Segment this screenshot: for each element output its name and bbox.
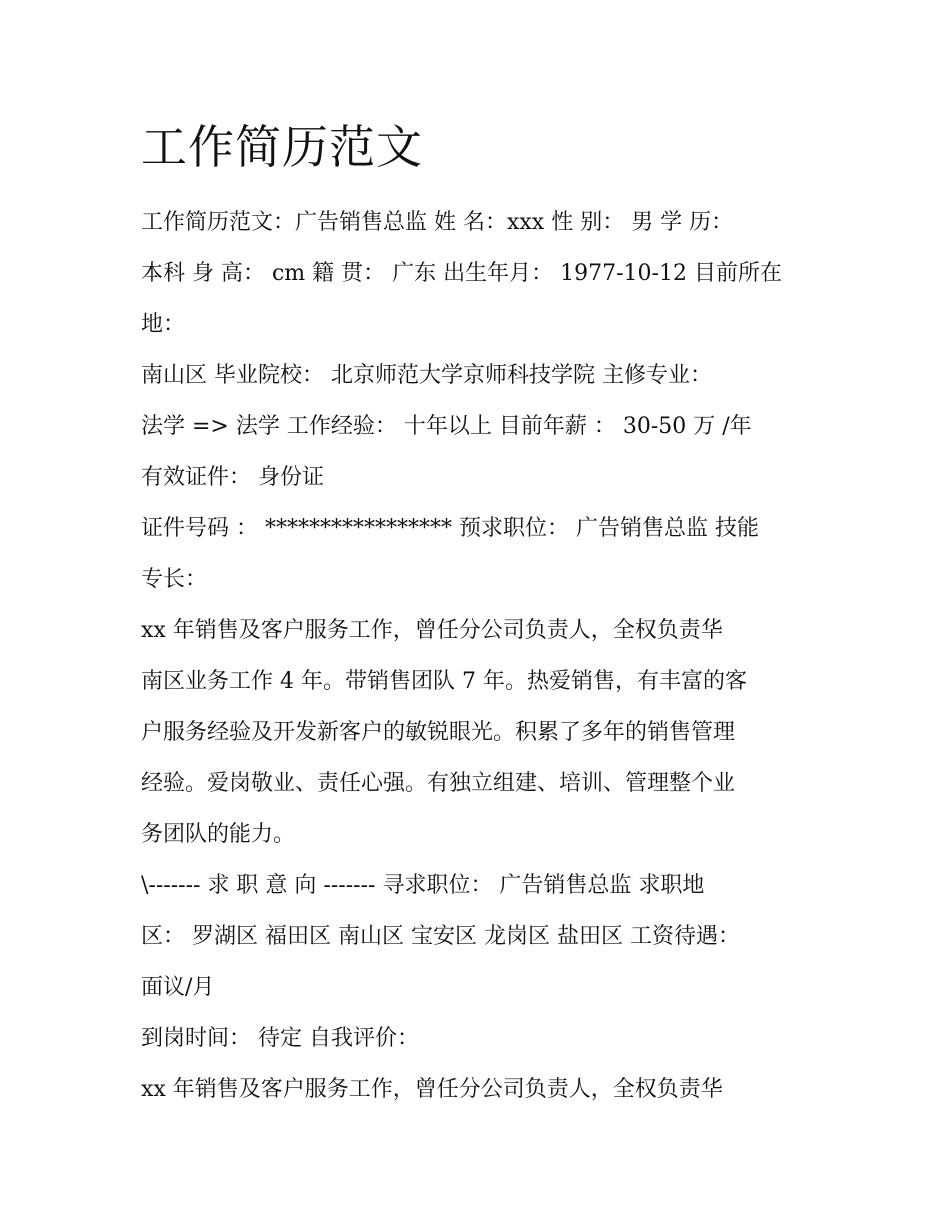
body-line: 地：	[141, 312, 186, 337]
body-line: 户服务经验及开发新客户的敏锐眼光。积累了多年的销售管理	[141, 720, 736, 745]
body-line: 有效证件： 身份证	[141, 465, 324, 490]
body-line: 工作简历范文：广告销售总监 姓 名：xxx 性 别： 男 学 历：	[141, 210, 734, 235]
body-line: 经验。爱岗敬业、责任心强。有独立组建、培训、管理整个业	[141, 771, 736, 796]
body-line: 本科 身 高： cm 籍 贯： 广东 出生年月： 1977-10-12 目前所在	[141, 261, 782, 286]
body-line: 法学 => 法学 工作经验： 十年以上 目前年薪 ： 30-50 万 /年	[141, 414, 752, 439]
body-line: 到岗时间： 待定 自我评价：	[141, 1026, 419, 1051]
body-line: \------- 求 职 意 向 ------- 寻求职位： 广告销售总监 求职地	[141, 873, 705, 898]
body-line: 证件号码 ： ***************** 预求职位： 广告销售总监 技能	[141, 516, 759, 541]
body-line: 务团队的能力。	[141, 822, 296, 847]
body-line: 区： 罗湖区 福田区 南山区 宝安区 龙岗区 盐田区 工资待遇：	[141, 924, 740, 949]
body-line: 专长：	[141, 567, 208, 592]
body-line: 南山区 毕业院校： 北京师范大学京师科技学院 主修专业：	[141, 363, 712, 388]
document-body	[141, 197, 841, 1115]
body-line: xx 年销售及客户服务工作，曾任分公司负责人，全权负责华	[141, 618, 723, 643]
body-line: 南区业务工作 4 年。带销售团队 7 年。热爱销售，有丰富的客	[141, 669, 747, 694]
body-line: 面议/月	[141, 975, 215, 1000]
body-line: xx 年销售及客户服务工作，曾任分公司负责人，全权负责华	[141, 1077, 723, 1102]
document-title: 工作简历范文	[141, 120, 423, 174]
